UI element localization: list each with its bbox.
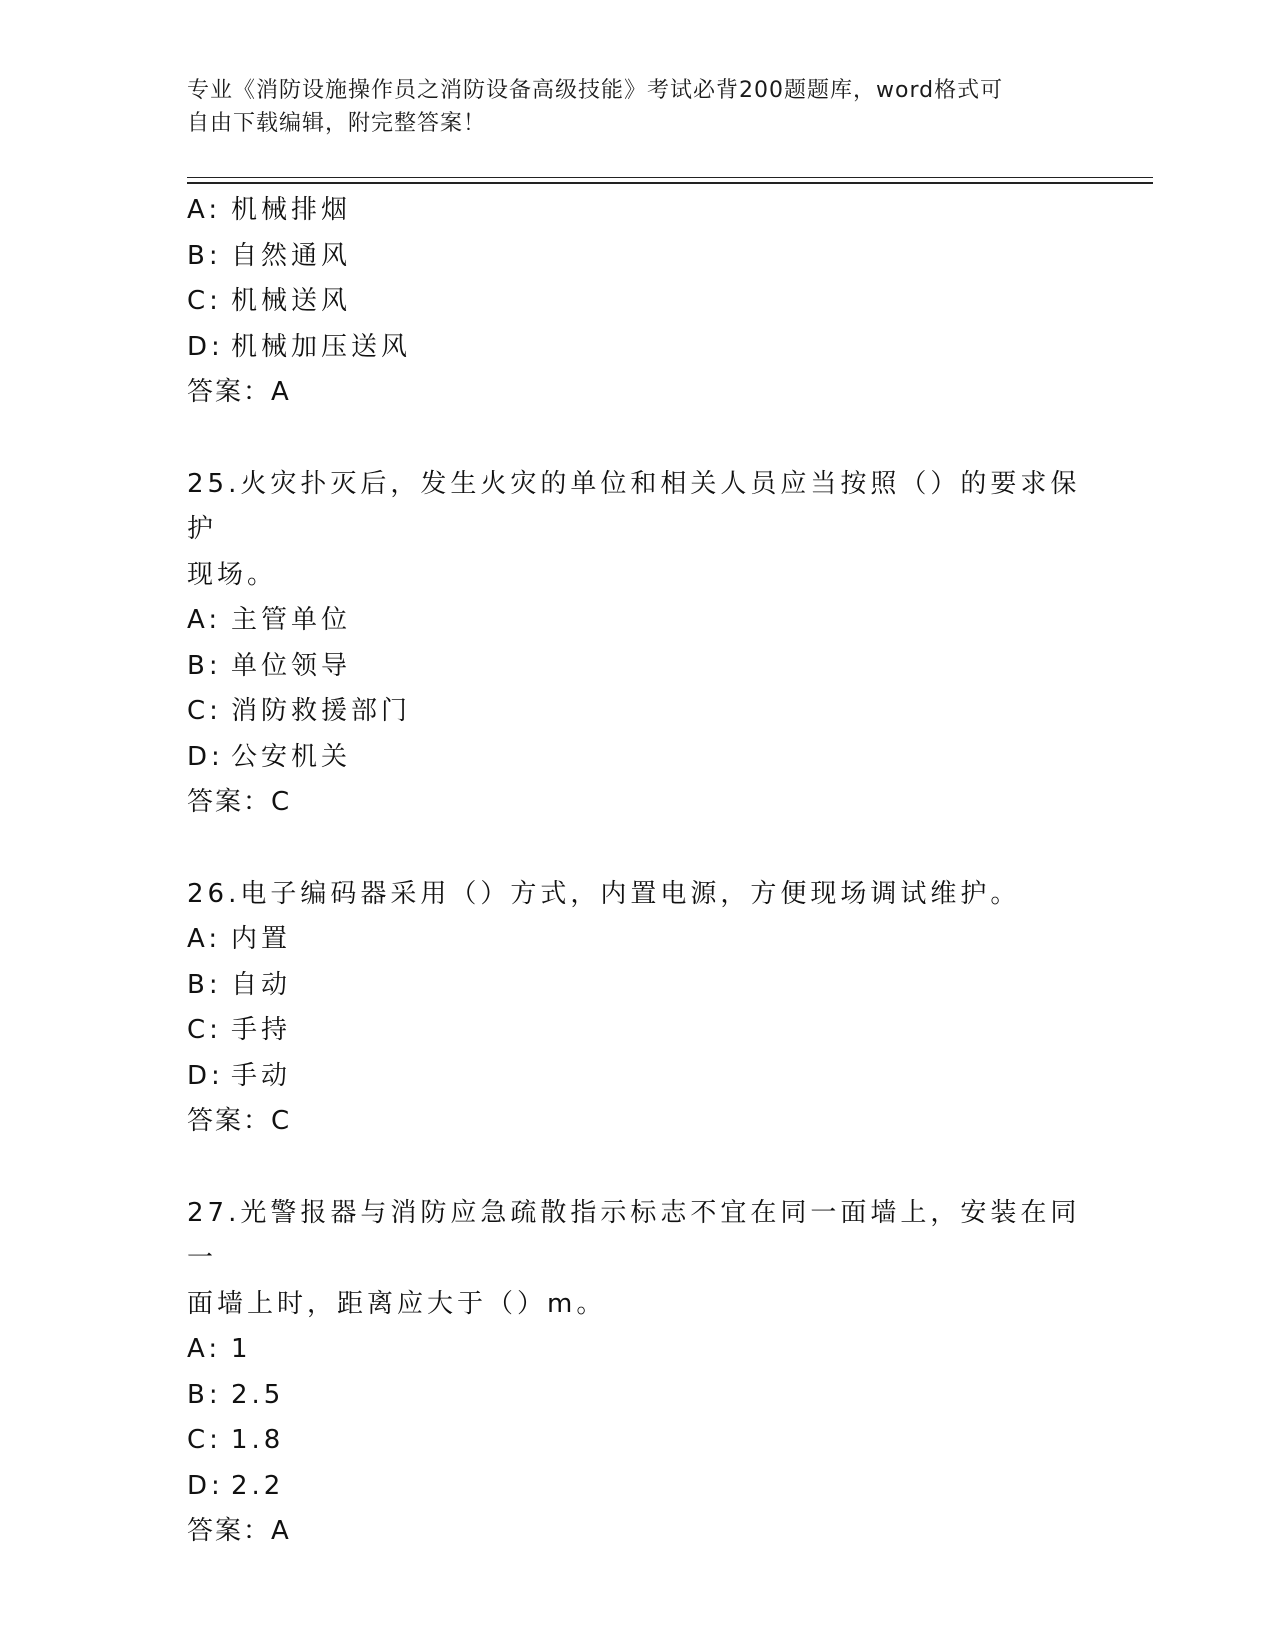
question-list	[187, 188, 1087, 1555]
question-stem-line-2: 面墙上时，距离应大于（）m。	[187, 1288, 607, 1319]
option-a: A: 机械排烟	[187, 195, 352, 225]
question-block-24	[187, 188, 1087, 416]
spacer	[187, 416, 1087, 462]
document-header	[187, 74, 1067, 140]
answer-line: 答案：A	[187, 377, 291, 407]
option-d: D: 公安机关	[187, 741, 352, 772]
spacer	[187, 1145, 1087, 1191]
option-b: B: 自动	[187, 969, 292, 1000]
option-c: C: 1.8	[187, 1425, 285, 1455]
question-block-25	[187, 462, 1087, 826]
option-a: A: 内置	[187, 924, 292, 954]
option-c: C: 消防救援部门	[187, 696, 412, 726]
option-d: D: 手动	[187, 1060, 292, 1091]
question-block-26	[187, 872, 1087, 1145]
option-a: A: 1	[187, 1334, 252, 1364]
option-d: D: 机械加压送风	[187, 331, 412, 362]
option-b: B: 2.5	[187, 1379, 285, 1410]
option-c: C: 手持	[187, 1015, 292, 1045]
option-b: B: 自然通风	[187, 240, 352, 271]
option-c: C: 机械送风	[187, 286, 352, 316]
header-rule-thick	[187, 182, 1153, 184]
option-d: D: 2.2	[187, 1470, 285, 1501]
question-stem-line-2: 现场。	[187, 559, 278, 590]
question-block-27	[187, 1191, 1087, 1555]
answer-line: 答案：C	[187, 787, 292, 817]
question-stem-line-1: 25.火灾扑灭后，发生火灾的单位和相关人员应当按照（）的要求保护	[187, 468, 1081, 544]
answer-line: 答案：C	[187, 1106, 292, 1136]
question-stem-line-1: 27.光警报器与消防应急疏散指示标志不宜在同一面墙上，安装在同一	[187, 1197, 1081, 1273]
question-stem-line-1: 26.电子编码器采用（）方式，内置电源，方便现场调试维护。	[187, 878, 1021, 909]
header-rule-thin	[187, 177, 1153, 178]
option-b: B: 单位领导	[187, 650, 352, 681]
answer-line: 答案：A	[187, 1516, 291, 1546]
header-line-1: 专业《消防设施操作员之消防设备高级技能》考试必背200题题库，word格式可	[187, 78, 1004, 103]
option-a: A: 主管单位	[187, 605, 352, 635]
header-line-2: 自由下载编辑，附完整答案！	[187, 111, 487, 136]
spacer	[187, 826, 1087, 872]
